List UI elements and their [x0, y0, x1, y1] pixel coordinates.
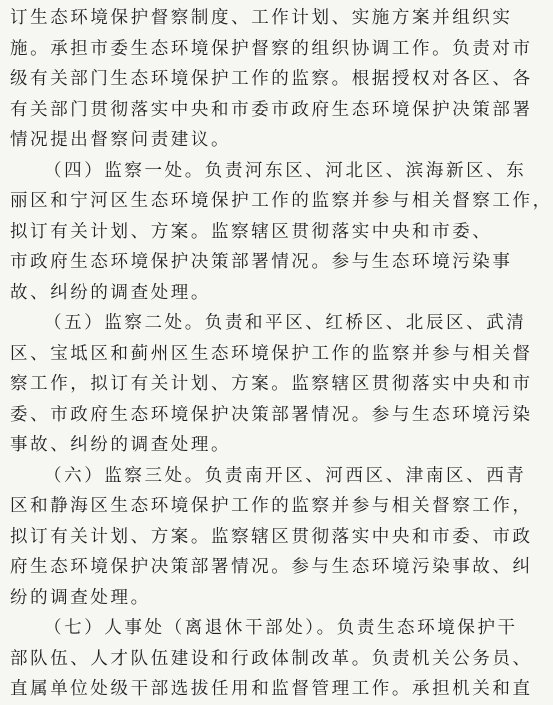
text-line: 有关部门贯彻落实中央和市委市政府生态环境保护决策部署: [10, 99, 533, 120]
text-line: 委、市政府生态环境保护决策部署情况。参与生态环境污染: [10, 404, 533, 425]
paragraph-section-6: [10, 461, 533, 614]
text-line: 察工作，拟订有关计划、方案。监察辖区贯彻落实中央和市: [10, 374, 533, 394]
text-line: 纷的调查处理。: [10, 587, 151, 608]
text-line: （四）监察一处。负责河东区、河北区、滨海新区、东: [44, 160, 527, 181]
paragraph-section-5: [10, 308, 533, 461]
text-line: 区和静海区生态环境保护工作的监察并参与相关督察工作，: [10, 496, 533, 516]
text-line: 施。承担市委生态环境保护督察的组织协调工作。负责对市: [10, 38, 533, 59]
text-line: 区、宝坻区和蓟州区生态环境保护工作的监察并参与相关督: [10, 343, 533, 364]
text-line: 直属单位处级干部选拔任用和监督管理工作。承担机关和直: [10, 679, 533, 699]
paragraph-section-7: [10, 613, 533, 705]
text-line: 拟订有关计划、方案。监察辖区贯彻落实中央和市委、市政: [10, 526, 533, 547]
paragraph-continuation: [10, 3, 533, 156]
text-line: 事故、纠纷的调查处理。: [10, 435, 232, 455]
text-line: 订生态环境保护督察制度、工作计划、实施方案并组织实: [10, 8, 513, 28]
text-line: 拟订有关计划、方案。监察辖区贯彻落实中央和市委、: [10, 221, 493, 242]
text-line: 丽区和宁河区生态环境保护工作的监察并参与相关督察工作，: [10, 191, 553, 211]
text-line: （六）监察三处。负责南开区、河西区、津南区、西青: [44, 465, 527, 486]
text-line: 市政府生态环境保护决策部署情况。参与生态环境污染事: [10, 252, 513, 272]
text-line: 故、纠纷的调查处理。: [10, 282, 211, 303]
paragraph-section-4: [10, 156, 553, 309]
text-line: （五）监察二处。负责和平区、红桥区、北辰区、武清: [44, 313, 527, 333]
text-line: （七）人事处（离退休干部处）。负责生态环境保护干: [44, 618, 518, 638]
text-line: 部队伍、人才队伍建设和行政体制改革。负责机关公务员、: [10, 648, 533, 669]
text-line: 情况提出督察问责建议。: [10, 130, 232, 150]
text-line: 级有关部门生态环境保护工作的监察。根据授权对各区、各: [10, 69, 533, 89]
text-line: 府生态环境保护决策部署情况。参与生态环境污染事故、纠: [10, 557, 533, 577]
